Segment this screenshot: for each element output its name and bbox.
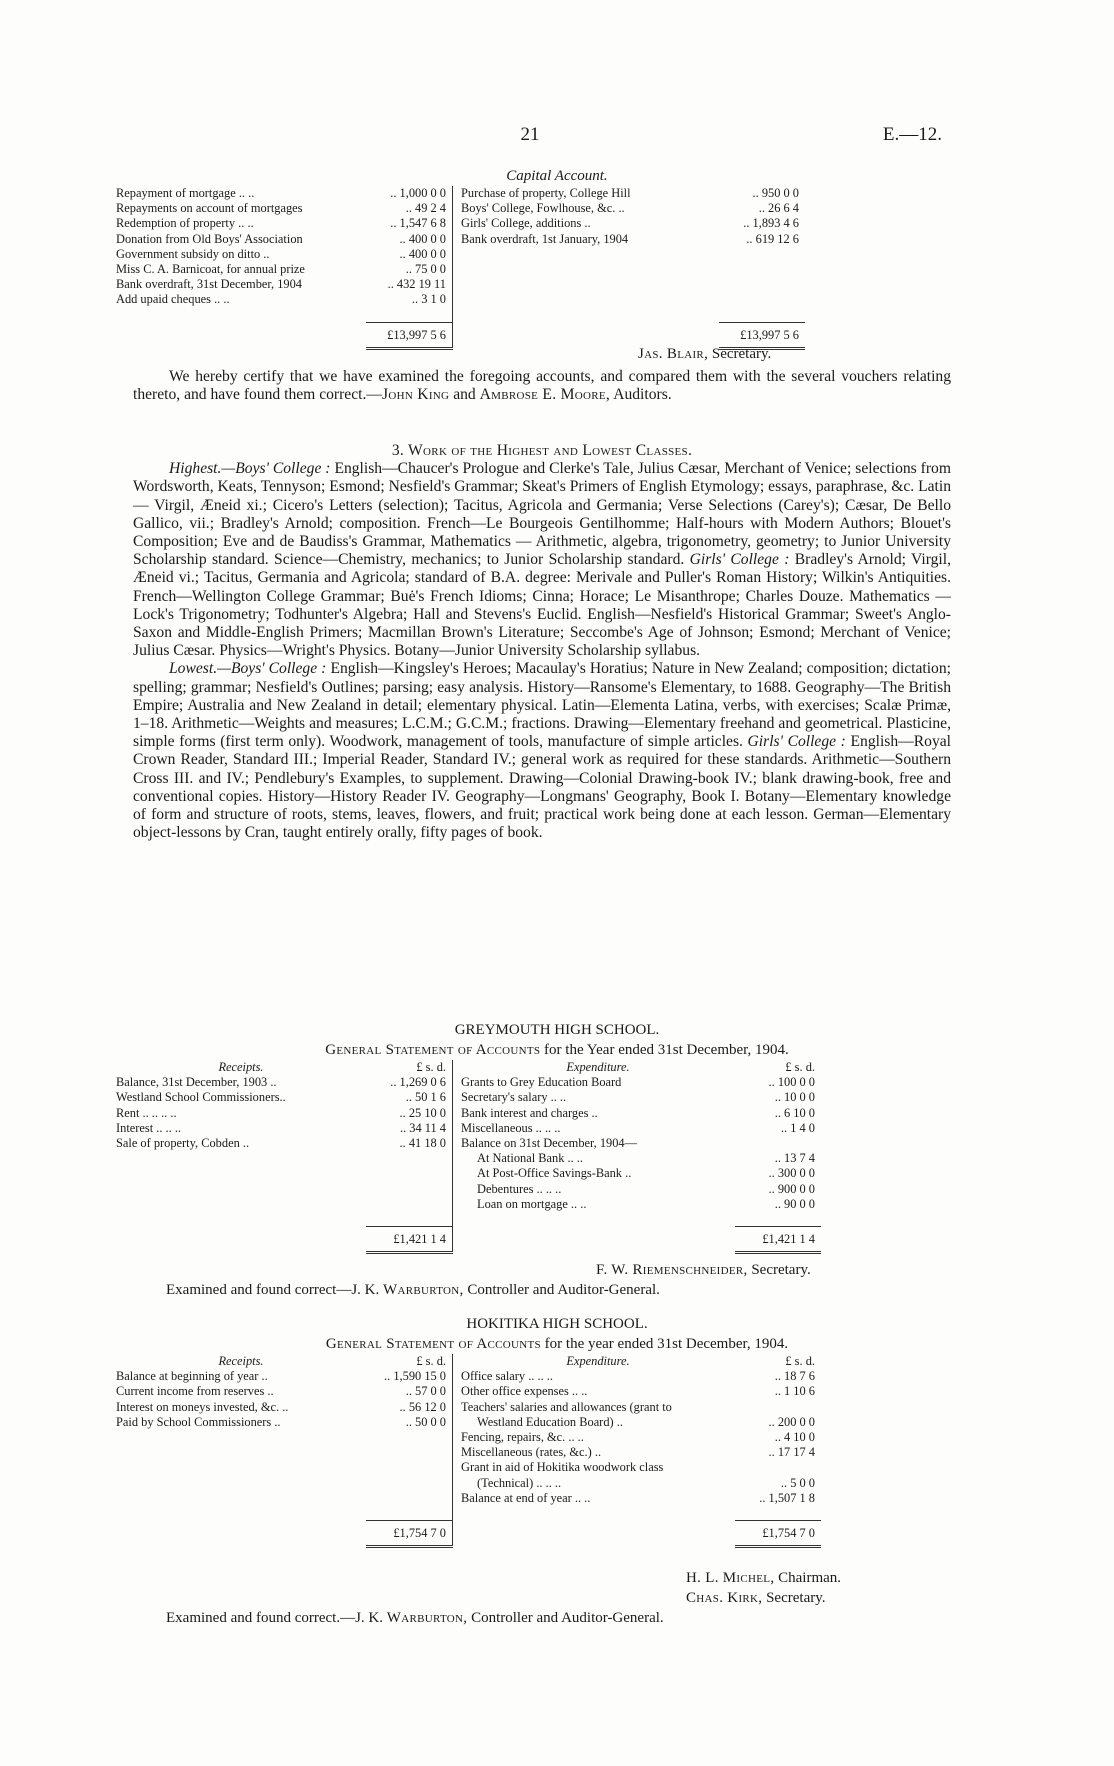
receipt-label: Redemption of property .. ..	[116, 216, 254, 231]
hokitika-accounts-table	[116, 1354, 821, 1548]
receipt-label: Current income from reserves ..	[116, 1384, 274, 1399]
page-header	[0, 124, 1114, 154]
receipt-label	[116, 1166, 366, 1181]
expenditure-label: Purchase of property, College Hill	[461, 186, 631, 200]
expenditure-label	[461, 277, 719, 292]
total-right: £13,997 5 6	[719, 322, 805, 348]
receipt-label	[116, 1151, 366, 1166]
expenditure-amount: .. 619 12 6	[746, 231, 799, 246]
receipt-amount: .. 50 1 6	[366, 1090, 453, 1105]
expenditure-amount: .. 900 0 0	[768, 1181, 815, 1196]
spacer-row	[116, 1212, 821, 1227]
table-row	[116, 247, 805, 262]
receipt-label: Repayment of mortgage .. ..	[116, 186, 255, 200]
expenditure-label	[461, 292, 719, 307]
expenditure-amount: .. 1 10 6	[774, 1384, 815, 1399]
table-row	[116, 1476, 821, 1491]
receipt-label: Rent .. .. .. ..	[116, 1105, 177, 1120]
expenditure-amount: .. 300 0 0	[768, 1166, 815, 1181]
lsd-heading: £ s. d.	[366, 1060, 453, 1075]
expenditure-label: Secretary's salary .. ..	[461, 1090, 567, 1105]
table-row	[116, 201, 805, 216]
expenditure-amount	[719, 292, 805, 307]
total-left: £13,997 5 6	[366, 322, 453, 348]
receipt-amount	[366, 1445, 453, 1460]
receipt-amount: .. 3 1 0	[366, 292, 453, 307]
greymouth-examined: Examined and found correct—J. K. Warburton, Controller and Auditor-General.	[166, 1282, 660, 1298]
expenditure-label: Miscellaneous .. .. ..	[461, 1120, 561, 1135]
receipt-amount: .. 400 0 0	[366, 247, 453, 262]
receipt-label: Government subsidy on ditto ..	[116, 246, 270, 261]
receipt-label: Miss C. A. Barnicoat, for annual prize	[116, 262, 305, 277]
expenditure-amount: .. 1 4 0	[780, 1120, 815, 1135]
receipt-amount: .. 1,547 6 8	[366, 216, 453, 231]
expenditure-amount: .. 1,507 1 8	[759, 1490, 815, 1505]
receipt-label: Westland School Commissioners..	[116, 1090, 286, 1105]
receipts-heading: Receipts.	[218, 1060, 264, 1074]
table-row	[116, 1491, 821, 1506]
receipt-amount	[366, 1197, 453, 1212]
receipt-amount: .. 57 0 0	[366, 1384, 453, 1399]
receipt-label: Interest .. .. ..	[116, 1120, 182, 1135]
expenditure-label: Boys' College, Fowlhouse, &c. ..	[461, 201, 625, 216]
greymouth-school-title: GREYMOUTH HIGH SCHOOL.	[454, 1022, 660, 1038]
lsd-heading: £ s. d.	[366, 1354, 453, 1369]
expenditure-heading: Expenditure.	[566, 1354, 630, 1368]
expenditure-amount	[735, 1136, 821, 1151]
page-number: 21	[520, 124, 540, 145]
expenditure-amount: .. 4 10 0	[774, 1430, 815, 1445]
expenditure-amount: .. 10 0 0	[774, 1090, 815, 1105]
lsd-heading: £ s. d.	[785, 1354, 815, 1368]
table-row	[116, 232, 805, 247]
expenditure-amount	[735, 1460, 821, 1475]
greymouth-signature: F. W. Riemenschneider, Secretary.	[596, 1262, 811, 1278]
receipt-label	[116, 1476, 366, 1491]
total-row	[116, 322, 805, 348]
table-row	[116, 1197, 821, 1212]
table-row	[116, 1460, 821, 1475]
lowest-paragraph: Lowest.—Boys' College : English—Kingsley's Heroes; Macaulay's Horatius; Nature in New Zealand; composition; dictation; spelling; grammar; Nesfield's Outlines; parsing; easy analysis. History—Ransome's Elementary, to 1688. Geography—The British Empire; Australia and New Zealand in detail; elementary physical. Latin—Elementa Latina, verbs, with exercises; Scalæ Primæ, 1–18. Arithmetic—Weights and measures; L.C.M.; G.C.M.; fractions. Drawing—Elementary freehand and geometrical. Plasticine, simple forms (first term only). Woodwork, management of tools, manufacture of simple articles. Girls' College : English—Royal Crown Reader, Standard III.; Imperial Reader, Standard IV.; general work as required for these standards. Arithmetic—Southern Cross III. and IV.; Pendlebury's Examples, to supplement. Drawing—Colonial Drawing-book IV.; blank drawing-book, free and conventional copies. History—History Reader IV. Geography—Longmans' Geography, Book I. Botany—Elementary knowledge of form and structure of roots, stems, leaves, flowers, and fruit; practical work being done at each lesson. German—Elementary object-lessons by Cran, taught entirely orally, fifty pages of book.	[133, 660, 952, 842]
receipt-label: Sale of property, Cobden ..	[116, 1136, 250, 1151]
total-left: £1,754 7 0	[366, 1521, 453, 1547]
table-row	[116, 1430, 821, 1445]
receipt-amount	[366, 1151, 453, 1166]
expenditure-amount: .. 18 7 6	[774, 1369, 815, 1384]
hokitika-secretary: Chas. Kirk, Secretary.	[686, 1590, 826, 1606]
expenditure-amount: .. 5 0 0	[780, 1475, 815, 1490]
receipt-amount	[366, 1491, 453, 1506]
receipt-label: Add upaid cheques .. ..	[116, 292, 230, 307]
spacer-row	[116, 308, 805, 323]
table-row	[116, 1090, 821, 1105]
total-row	[116, 1227, 821, 1253]
table-row	[116, 1106, 821, 1121]
expenditure-label: Fencing, repairs, &c. .. ..	[461, 1430, 584, 1445]
auditors-certificate: We hereby certify that we have examined the foregoing accounts, and compared them with the several vouchers relating thereto, and have found them correct.—John King and Ambrose E. Moore, Auditors.	[133, 368, 951, 404]
receipt-label	[116, 1491, 366, 1506]
table-row	[116, 1075, 821, 1090]
receipt-amount: .. 49 2 4	[366, 201, 453, 216]
receipt-label	[116, 1430, 366, 1445]
greymouth-statement-title: General Statement of Accounts for the Year ended 31st December, 1904.	[325, 1042, 789, 1058]
expenditure-amount	[719, 262, 805, 277]
hokitika-chairman: H. L. Michel, Chairman.	[686, 1570, 842, 1586]
expenditure-label: Other office expenses .. ..	[461, 1384, 588, 1399]
expenditure-amount	[719, 247, 805, 262]
table-row	[116, 186, 805, 201]
receipt-amount: .. 400 0 0	[366, 232, 453, 247]
expenditure-label: At Post-Office Savings-Bank ..	[477, 1166, 632, 1181]
table-row	[116, 1121, 821, 1136]
receipt-amount	[366, 1476, 453, 1491]
work-heading: 3. Work of the Highest and Lowest Classes.	[391, 442, 693, 459]
expenditure-label: At National Bank .. ..	[477, 1151, 583, 1166]
table-row	[116, 1415, 821, 1430]
expenditure-label	[461, 262, 719, 277]
expenditure-label: Girls' College, additions ..	[461, 216, 591, 231]
receipt-label	[116, 1460, 366, 1475]
table-row	[116, 1166, 821, 1181]
hokitika-examined: Examined and found correct.—J. K. Warburton, Controller and Auditor-General.	[166, 1610, 664, 1626]
expenditure-label	[461, 247, 719, 262]
expenditure-amount: .. 100 0 0	[768, 1075, 815, 1090]
total-right: £1,754 7 0	[735, 1521, 821, 1547]
receipt-amount	[366, 1166, 453, 1181]
receipt-label: Donation from Old Boys' Association	[116, 231, 303, 246]
expenditure-label: Balance on 31st December, 1904—	[461, 1136, 638, 1151]
spacer-row	[116, 1506, 821, 1521]
column-header-row	[116, 1060, 821, 1075]
expenditure-label: Bank overdraft, 1st January, 1904	[461, 231, 629, 246]
highest-paragraph: Highest.—Boys' College : English—Chaucer's Prologue and Clerke's Tale, Julius Cæsar, Merchant of Venice; selections from Wordsworth, Keats, Tennyson; Esmond; Nesfield's Grammar; Skeat's Primers of English Etymology; essays, paraphrase, &c. Latin — Virgil, Æneid xi.; Cicero's Letters (selection); Tacitus, Agricola and Germania; Verse Selections (Carey's); Cæsar, De Bello Gallico, vii.; Bradley's Arnold; composition. French—Le Bourgeois Gentilhomme; Half-hours with Modern Authors; Blouet's Composition; Eve and de Baudiss's Grammar, Mathematics — Arithmetic, algebra, trigonometry, geometry; to Junior University Scholarship standard. Science—Chemistry, mechanics; to Junior Scholarship standard. Girls' College : Bradley's Arnold; Virgil, Æneid vi.; Tacitus, Germania and Agricola; standard of B.A. degree: Merivale and Puller's Roman History; Wilkin's Antiquities. French—Wellington College Grammar; Buė's French Idioms; Cinna; Horace; Le Misanthrope; Charles Douze. Mathematics —Lock's Trigonometry; Todhunter's Algebra; Hall and Stevens's Euclid. English—Nesfield's Historical Grammar; Sweet's Anglo-Saxon and Middle-English Primers; Macmillan Brown's Literature; Seccombe's Age of Johnson; Esmond; Merchant of Venice; Julius Cæsar. Physics—Wright's Physics. Botany—Junior University Scholarship syllabus.	[133, 460, 951, 660]
expenditure-amount: .. 6 10 0	[774, 1105, 815, 1120]
work-section	[133, 442, 951, 842]
receipt-amount: .. 1,269 0 6	[366, 1075, 453, 1090]
receipt-amount	[366, 1460, 453, 1475]
receipt-amount: .. 25 10 0	[366, 1106, 453, 1121]
greymouth-accounts-table	[116, 1060, 821, 1254]
table-row	[116, 1384, 821, 1399]
receipt-amount: .. 432 19 11	[366, 277, 453, 292]
receipt-label: Repayments on account of mortgages	[116, 201, 303, 216]
receipt-amount: .. 34 11 4	[366, 1121, 453, 1136]
total-left: £1,421 1 4	[366, 1227, 453, 1253]
expenditure-amount: .. 90 0 0	[774, 1196, 815, 1211]
expenditure-label: Bank interest and charges ..	[461, 1105, 598, 1120]
receipt-label	[116, 1445, 366, 1460]
receipt-amount	[366, 1430, 453, 1445]
table-row	[116, 1369, 821, 1384]
table-row	[116, 1400, 821, 1415]
receipt-amount	[366, 1182, 453, 1197]
table-row	[116, 1136, 821, 1151]
expenditure-amount	[719, 277, 805, 292]
expenditure-amount: .. 13 7 4	[774, 1151, 815, 1166]
table-row	[116, 1445, 821, 1460]
expenditure-label: Debentures .. .. ..	[477, 1181, 562, 1196]
table-row	[116, 277, 805, 292]
table-row	[116, 1182, 821, 1197]
table-row	[116, 1151, 821, 1166]
total-right: £1,421 1 4	[735, 1227, 821, 1253]
receipts-heading: Receipts.	[218, 1354, 264, 1368]
receipt-label: Paid by School Commissioners ..	[116, 1414, 281, 1429]
receipt-label: Interest on moneys invested, &c. ..	[116, 1399, 289, 1414]
expenditure-amount: .. 1,893 4 6	[743, 216, 799, 231]
receipt-amount: .. 1,000 0 0	[366, 186, 453, 201]
expenditure-label: Teachers' salaries and allowances (grant to	[461, 1399, 672, 1414]
table-row	[116, 216, 805, 231]
expenditure-label: Balance at end of year .. ..	[461, 1490, 591, 1505]
receipt-amount: .. 56 12 0	[366, 1400, 453, 1415]
expenditure-amount	[735, 1400, 821, 1415]
capital-signature: Jas. Blair, Secretary.	[638, 346, 772, 362]
receipt-amount: .. 41 18 0	[366, 1136, 453, 1151]
lsd-heading: £ s. d.	[785, 1060, 815, 1074]
expenditure-label: Grant in aid of Hokitika woodwork class	[461, 1460, 664, 1475]
expenditure-label: Grants to Grey Education Board	[461, 1075, 622, 1090]
receipt-label	[116, 1197, 366, 1212]
page-reference: E.—12.	[882, 124, 942, 145]
receipt-amount: .. 50 0 0	[366, 1415, 453, 1430]
expenditure-amount: .. 950 0 0	[752, 186, 799, 200]
expenditure-label: Miscellaneous (rates, &c.) ..	[461, 1445, 602, 1460]
column-header-row	[116, 1354, 821, 1369]
capital-account-title: Capital Account.	[506, 168, 608, 184]
hokitika-school-title: HOKITIKA HIGH SCHOOL.	[466, 1316, 648, 1332]
receipt-label: Balance at beginning of year ..	[116, 1369, 268, 1384]
expenditure-label: Westland Education Board) ..	[477, 1414, 623, 1429]
table-row	[116, 262, 805, 277]
hokitika-statement-title: General Statement of Accounts for the year ended 31st December, 1904.	[325, 1336, 789, 1352]
receipt-label: Balance, 31st December, 1903 ..	[116, 1075, 277, 1090]
expenditure-heading: Expenditure.	[566, 1060, 630, 1074]
expenditure-amount: .. 200 0 0	[768, 1414, 815, 1429]
expenditure-label: Loan on mortgage .. ..	[477, 1196, 587, 1211]
total-row	[116, 1521, 821, 1547]
receipt-amount: .. 1,590 15 0	[366, 1369, 453, 1384]
receipt-label: Bank overdraft, 31st December, 1904	[116, 277, 302, 292]
expenditure-label: Office salary .. .. ..	[461, 1369, 553, 1384]
expenditure-label: (Technical) .. .. ..	[477, 1475, 562, 1490]
receipt-label	[116, 1182, 366, 1197]
expenditure-amount: .. 26 6 4	[758, 201, 799, 216]
expenditure-amount: .. 17 17 4	[768, 1445, 815, 1460]
capital-account-table	[116, 186, 805, 350]
table-row	[116, 292, 805, 307]
receipt-amount: .. 75 0 0	[366, 262, 453, 277]
